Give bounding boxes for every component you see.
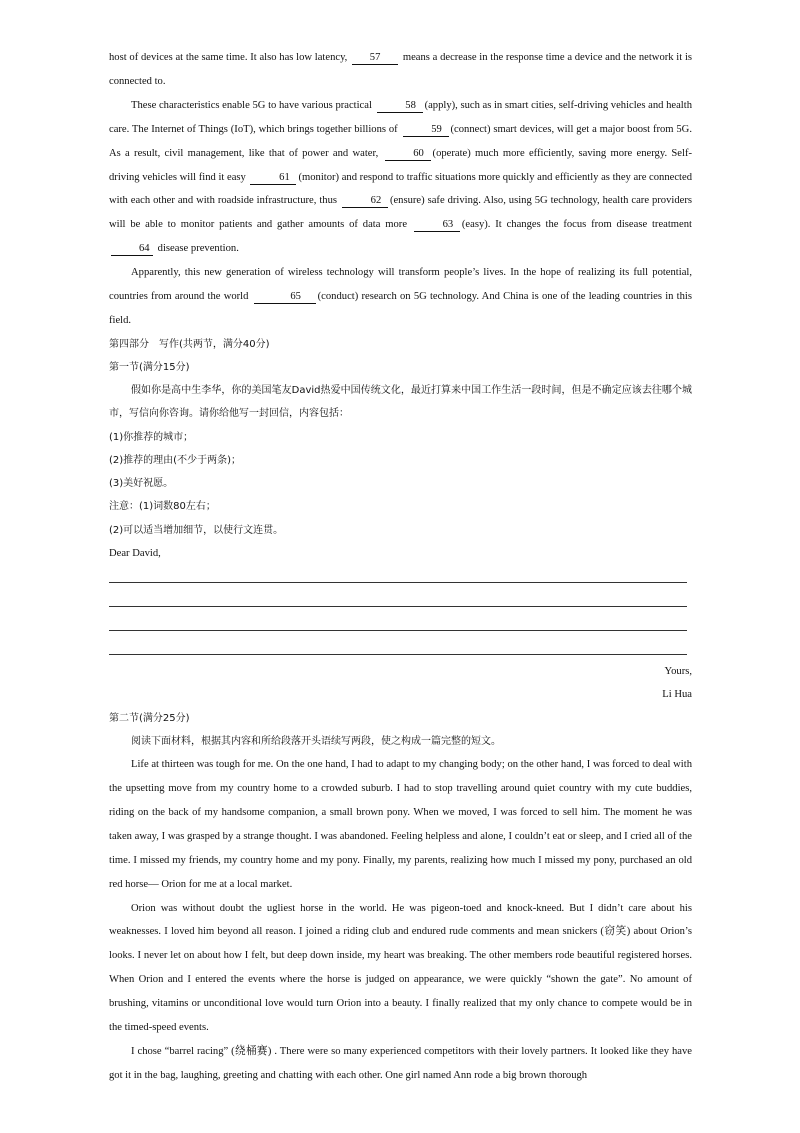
passage-text: (easy). It changes the focus from disease treatment — [461, 219, 692, 231]
blank-65[interactable]: 65 — [254, 290, 316, 304]
writing-prompt: 假如你是高中生李华，你的美国笔友David热爱中国传统文化，最近打算来中国工作生活一段时间，但是不确定应该去往哪个城市，写信向你咨询。请你给他写一封回信，内容包括： — [109, 385, 692, 420]
blank-59[interactable]: 59 — [403, 123, 449, 137]
passage-text: (operate) much more efficiently, saving more energy. Self-driving vehicles will find it easy — [109, 147, 692, 183]
blank-64[interactable]: 64 — [111, 242, 153, 256]
blank-58[interactable]: 58 — [377, 99, 423, 113]
passage-text: (monitor) and respond to traffic situations more quickly and efficiently as they are connected with each other and with roadside infrastructure, thus — [109, 171, 692, 207]
prompt-item: (1)你推荐的城市； — [109, 431, 194, 443]
blank-57[interactable]: 57 — [352, 51, 398, 65]
note-line: 注意：(1)词数80左右； — [109, 501, 216, 513]
passage-text: means a decrease in the response time a device and the network it is connected to. — [109, 52, 693, 87]
note-line: (2)可以适当增加细节，以使行文连贯。 — [109, 524, 284, 536]
passage-text: Apparently, this new generation of wireless technology will transform people’s lives. In the hope of realizing its full potential, countries from around the world — [109, 267, 692, 303]
prompt-item: (2)推荐的理由(不少于两条)； — [109, 454, 241, 466]
passage-text: These characteristics enable 5G to have various practical — [131, 99, 372, 111]
story-paragraph-1: Life at thirteen was tough for me. On the one hand, I had to adapt to my changing body; on the other hand, I was forced to deal with the upsetting move from my country home to a crowded suburb. I had to stop travelling around quiet country with my cute buddies, riding on the back of my handsome companion, a small brown pony. When we moved, I was forced to sell him. The moment he was taken away, I was grasped by a strange thought. I was abandoned. Feeling helpless and alone, I couldn’t eat or sleep, and I cried all of the time. I missed my friends, my country home and my pony. Finally, my parents, realizing how much I missed my pony, purchased an old red horse— Orion for me at a local market. — [109, 759, 692, 890]
passage-paragraph-2 — [109, 94, 692, 261]
story-paragraph-3: I chose “barrel racing” (绕桶赛) . There were so many experienced competitors with their lovely partners. It looked like they have got it in the bag, laughing, greeting and chatting with each other. One girl named Ann rode a big brown thorough — [109, 1045, 692, 1081]
section2-instruction: 阅读下面材料，根据其内容和所给段落开头语续写两段，使之构成一篇完整的短文。 — [131, 735, 501, 747]
prompt-item: (3)美好祝愿。 — [109, 478, 174, 490]
section2-heading: 第二节(满分25分) — [109, 712, 190, 724]
exam-page — [109, 0, 692, 1088]
blank-61[interactable]: 61 — [250, 171, 296, 185]
writing-lines[interactable] — [109, 566, 687, 655]
passage-paragraph-1 — [109, 46, 692, 94]
part-heading: 第四部分 写作(共两节，满分40分) — [109, 338, 270, 350]
passage-text: (ensure) safe driving. Also, using 5G technology, health care providers will be able to monitor patients and gather amounts of data more — [109, 195, 692, 231]
passage-text: (connect) smart devices, will get a major boost from 5G. As a result, civil management, like that of power and water, — [109, 123, 692, 159]
passage-text: disease prevention. — [157, 243, 239, 255]
salutation: Dear David, — [109, 547, 161, 559]
signature: Li Hua — [662, 689, 692, 701]
passage-paragraph-3 — [109, 261, 692, 333]
blank-60[interactable]: 60 — [385, 147, 431, 161]
passage-text: (conduct) research on 5G technology. And China is one of the leading countries in this field. — [109, 291, 692, 326]
passage-text: (apply), such as in smart cities, self-driving vehicles and health care. The Internet of Things (IoT), which brings together billions of — [109, 99, 692, 135]
closing: Yours, — [664, 665, 692, 677]
blank-62[interactable]: 62 — [342, 194, 388, 208]
story-paragraph-2: Orion was without doubt the ugliest horse in the world. He was pigeon-toed and knock-kneed. But I didn’t care about his weaknesses. I loved him beyond all reason. I joined a riding club and endured rude comments and mean snickers (窃笑) about Orion’s looks. I never let on about how I felt, but deep down inside, my heart was breaking. The other members rode beautiful registered horses. When Orion and I entered the events where the horse is judged on appearance, we were quickly “shown the gate”. No amount of brushing, vitamins or unconditional love would turn Orion into a beauty. I finally realized that my only chance to compete would be in the timed-speed events. — [109, 902, 692, 1034]
passage-text: host of devices at the same time. It also has low latency, — [109, 52, 348, 63]
blank-63[interactable]: 63 — [414, 218, 460, 232]
section1-heading: 第一节(满分15分) — [109, 362, 190, 374]
